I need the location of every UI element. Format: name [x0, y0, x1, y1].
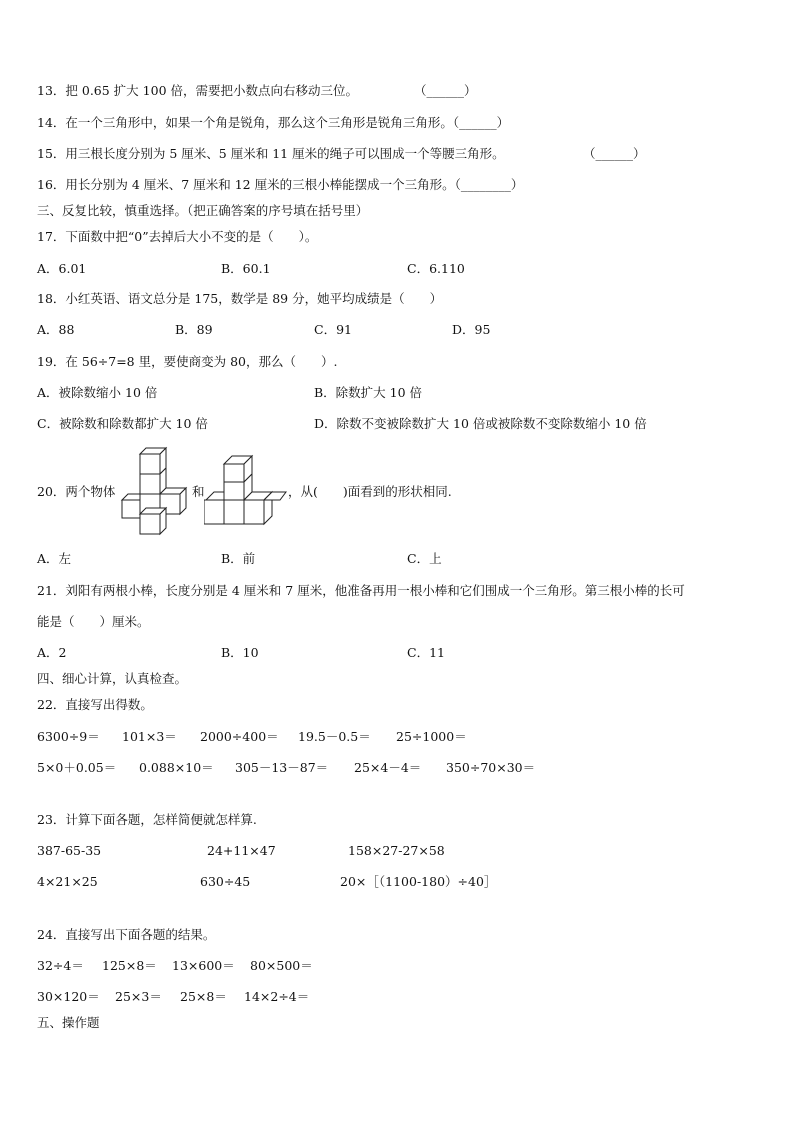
answer-blank-15[interactable]: （______） [583, 146, 646, 161]
option-21-a[interactable]: A．2 [37, 645, 67, 660]
option-19-d[interactable]: D．除数不变被除数扩大 10 倍或被除数不变除数缩小 10 倍 [314, 416, 647, 431]
q22-item: 6300÷9＝ [37, 729, 100, 744]
section-3-heading: 三、反复比较，慎重选择。（把正确答案的序号填在括号里） [37, 203, 369, 218]
question-16: 16．用长分别为 4 厘米、7 厘米和 12 厘米的三根小棒能摆成一个三角形。（________） [37, 177, 524, 192]
option-18-c[interactable]: C．91 [314, 322, 352, 337]
question-15: 15．用三根长度分别为 5 厘米、5 厘米和 11 厘米的绳子可以围成一个等腰三角形。 [37, 146, 505, 161]
q24-item: 32÷4＝ [37, 958, 84, 973]
option-19-b[interactable]: B．除数扩大 10 倍 [314, 385, 423, 400]
question-23: 23．计算下面各题，怎样简便就怎样算. [37, 812, 257, 827]
option-17-c[interactable]: C．6.110 [407, 261, 465, 276]
q24-item: 25×3＝ [115, 989, 162, 1004]
q22-item: 5×0＋0.05＝ [37, 760, 117, 775]
q24-item: 80×500＝ [250, 958, 313, 973]
question-18: 18．小红英语、语文总分是 175，数学是 89 分，她平均成绩是（ ） [37, 291, 443, 306]
option-18-a[interactable]: A．88 [37, 322, 75, 337]
question-21-line2: 能是（ ）厘米。 [37, 614, 150, 629]
option-19-a[interactable]: A．被除数缩小 10 倍 [37, 385, 158, 400]
option-17-a[interactable]: A．6.01 [37, 261, 87, 276]
q24-item: 25×8＝ [180, 989, 227, 1004]
q23-item: 4×21×25 [37, 874, 98, 889]
option-21-b[interactable]: B．10 [221, 645, 259, 660]
q23-item: 158×27-27×58 [348, 843, 445, 858]
q23-item: 630÷45 [200, 874, 251, 889]
question-20-part3: ，从( )面看到的形状相同. [288, 484, 452, 499]
option-20-c[interactable]: C．上 [407, 551, 442, 566]
q23-item: 20×［（1100-180）÷40］ [340, 874, 497, 889]
option-18-b[interactable]: B．89 [175, 322, 213, 337]
section-4-heading: 四、细心计算，认真检查。 [37, 671, 188, 686]
question-19: 19．在 56÷7=8 里，要使商变为 80，那么（ ）. [37, 354, 338, 369]
q22-item: 101×3＝ [122, 729, 177, 744]
question-21-line1: 21．刘阳有两根小棒，长度分别是 4 厘米和 7 厘米，他准备再用一根小棒和它们围成一个三角形。第三根小棒的长可 [37, 583, 685, 598]
object-1-cube-figure [120, 446, 192, 536]
q24-item: 30×120＝ [37, 989, 100, 1004]
q24-item: 14×2÷4＝ [244, 989, 310, 1004]
q23-item: 387-65-35 [37, 843, 102, 858]
q23-item: 24+11×47 [207, 843, 276, 858]
q22-item: 0.088×10＝ [139, 760, 214, 775]
option-17-b[interactable]: B．60.1 [221, 261, 271, 276]
option-19-c[interactable]: C．被除数和除数都扩大 10 倍 [37, 416, 208, 431]
question-17: 17．下面数中把“0”去掉后大小不变的是（ ）。 [37, 229, 318, 244]
question-24: 24．直接写出下面各题的结果。 [37, 927, 216, 942]
option-20-b[interactable]: B．前 [221, 551, 256, 566]
q24-item: 13×600＝ [172, 958, 235, 973]
q22-item: 25÷1000＝ [396, 729, 467, 744]
option-18-d[interactable]: D．95 [452, 322, 491, 337]
question-20-part2: 和 [192, 484, 205, 499]
q22-item: 19.5－0.5＝ [298, 729, 371, 744]
section-5-heading: 五、操作题 [37, 1015, 100, 1030]
answer-blank-13[interactable]: （______） [414, 83, 477, 98]
option-20-a[interactable]: A．左 [37, 551, 72, 566]
q22-item: 350÷70×30＝ [446, 760, 536, 775]
object-2-cube-figure [204, 454, 288, 528]
q22-item: 2000÷400＝ [200, 729, 279, 744]
q22-item: 25×4－4＝ [354, 760, 422, 775]
q24-item: 125×8＝ [102, 958, 157, 973]
question-20-part1: 20．两个物体 [37, 484, 116, 499]
q22-item: 305－13－87＝ [235, 760, 329, 775]
question-14: 14．在一个三角形中，如果一个角是锐角，那么这个三角形是锐角三角形。（______） [37, 115, 510, 130]
option-21-c[interactable]: C．11 [407, 645, 445, 660]
question-13: 13．把 0.65 扩大 100 倍，需要把小数点向右移动三位。 [37, 83, 358, 98]
question-22: 22．直接写出得数。 [37, 697, 153, 712]
